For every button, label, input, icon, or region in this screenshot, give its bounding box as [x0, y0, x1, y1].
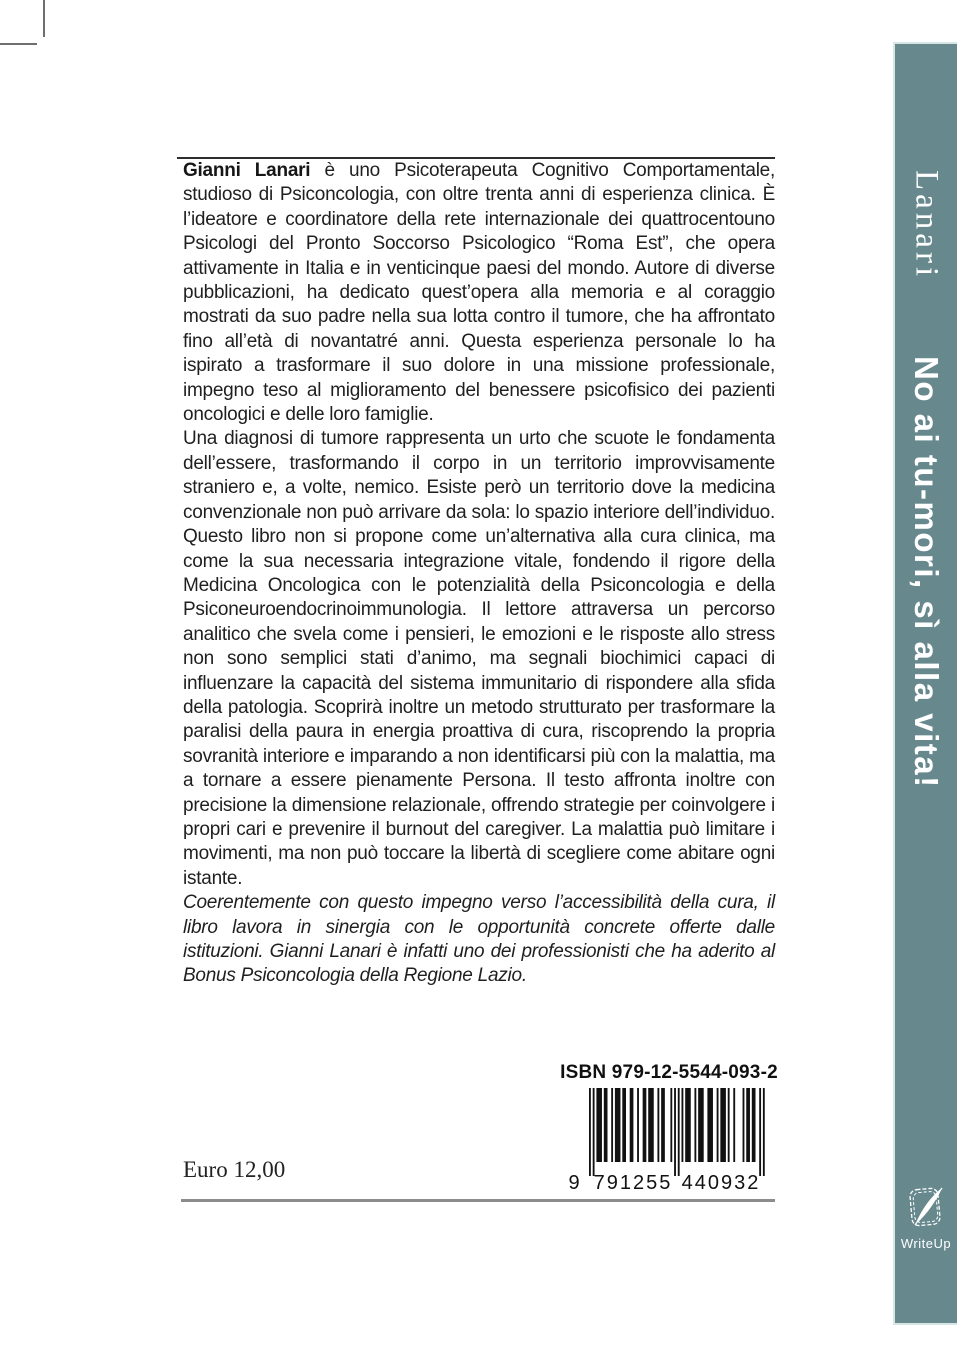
isbn-block — [553, 1062, 785, 1192]
author-bio-text: è uno Psicoterapeuta Cognitivo Comportamentale, studioso di Psiconcologia, con oltre trenta anni di esperienza clinica. È l’ideatore e coordinatore della rete internazionale dei quattrocentouno Psicologi del Pronto Soccorso Psicologico “Roma Est”, che opera attivamente in Italia e in venticinque paesi del mondo. Autore di diverse pubblicazioni, ha dedicato quest’opera alla memoria e al coraggio mostrati da suo padre nella sua lotta contro il tumore, che ha affrontato fino all’età di novantatré anni. Questa esperienza personale lo ha ispirato a trasformare il suo dolore in una missione professionale, impegno teso al miglioramento del benessere psicofisico dei pazienti oncologici e delle loro famiglie. — [183, 160, 776, 426]
spine-strip — [893, 42, 957, 1325]
price-label: Euro 12,00 — [183, 1157, 286, 1182]
barcode-digits-right: 440932 — [681, 1172, 761, 1192]
back-cover-text-column — [183, 0, 775, 989]
ean13-barcode — [561, 1088, 777, 1192]
institutional-note-paragraph: Coerentemente con questo impegno verso l’accessibilità della cura, il libro lavora in sinergia con le opportunità concrete offerte dalle istituzioni. Gianni Lanari è infatti uno dei professionisti che ha aderito al Bonus Psiconcologia della Regione Lazio. — [183, 892, 775, 987]
quill-icon — [904, 1183, 948, 1235]
barcode-digit-first: 9 — [568, 1172, 582, 1192]
publisher-name: WriteUp — [900, 1236, 952, 1251]
crop-mark-horizontal — [0, 43, 37, 45]
spine-book-title: No ai tu-mori, sì alla vita! — [908, 356, 945, 789]
author-name: Gianni Lanari — [183, 160, 311, 181]
writeup-logo — [895, 1183, 957, 1251]
synopsis-paragraph: Una diagnosi di tumore rappresenta un urto che scuote le fondamenta dell’essere, trasformando il corpo in un territorio improvvisamente straniero e, a volte, nemico. Esiste però un territorio dove la medicina convenzionale non può arrivare da sola: lo spazio interiore dell’individuo. Questo libro non si propone come un’alternativa alla cura clinica, ma come la sua necessaria integrazione vitale, fondendo il rigore della Medicina Oncologica con le potenzialità della Psiconcologia e della Psiconeuroendocrinoimmunologia. Il lettore attraversa un percorso analitico che svela come i pensieri, le emozioni e le risposte allo stress non sono semplici stati d’animo, ma segnali biochimici capaci di influenzare la capacità del sistema immunitario di rispondere alla sfida della patologia. Scoprirà inoltre un metodo strutturato per trasformare la paralisi della paura in energia proattiva di cura, riscoprendo la propria sovranità interiore e imparando a non identificarsi più con la malattia, ma a tornare a essere pienamente Persona. Il testo affronta inoltre con precisione la dimensione relazionale, offrendo strategie per coinvolgere i propri cari e prevenire il burnout del caregiver. La malattia può limitare i movimenti, ma non può toccare la libertà di scegliere come abitare ogni istante. — [183, 428, 775, 889]
isbn-label: ISBN 979-12-5544-093-2 — [560, 1062, 778, 1083]
barcode-digits-left: 791255 — [593, 1172, 673, 1192]
spine-author-name: Lanari — [908, 170, 945, 281]
author-bio-paragraph — [183, 159, 775, 427]
crop-mark-vertical — [43, 0, 45, 37]
bottom-rule — [181, 1199, 775, 1202]
